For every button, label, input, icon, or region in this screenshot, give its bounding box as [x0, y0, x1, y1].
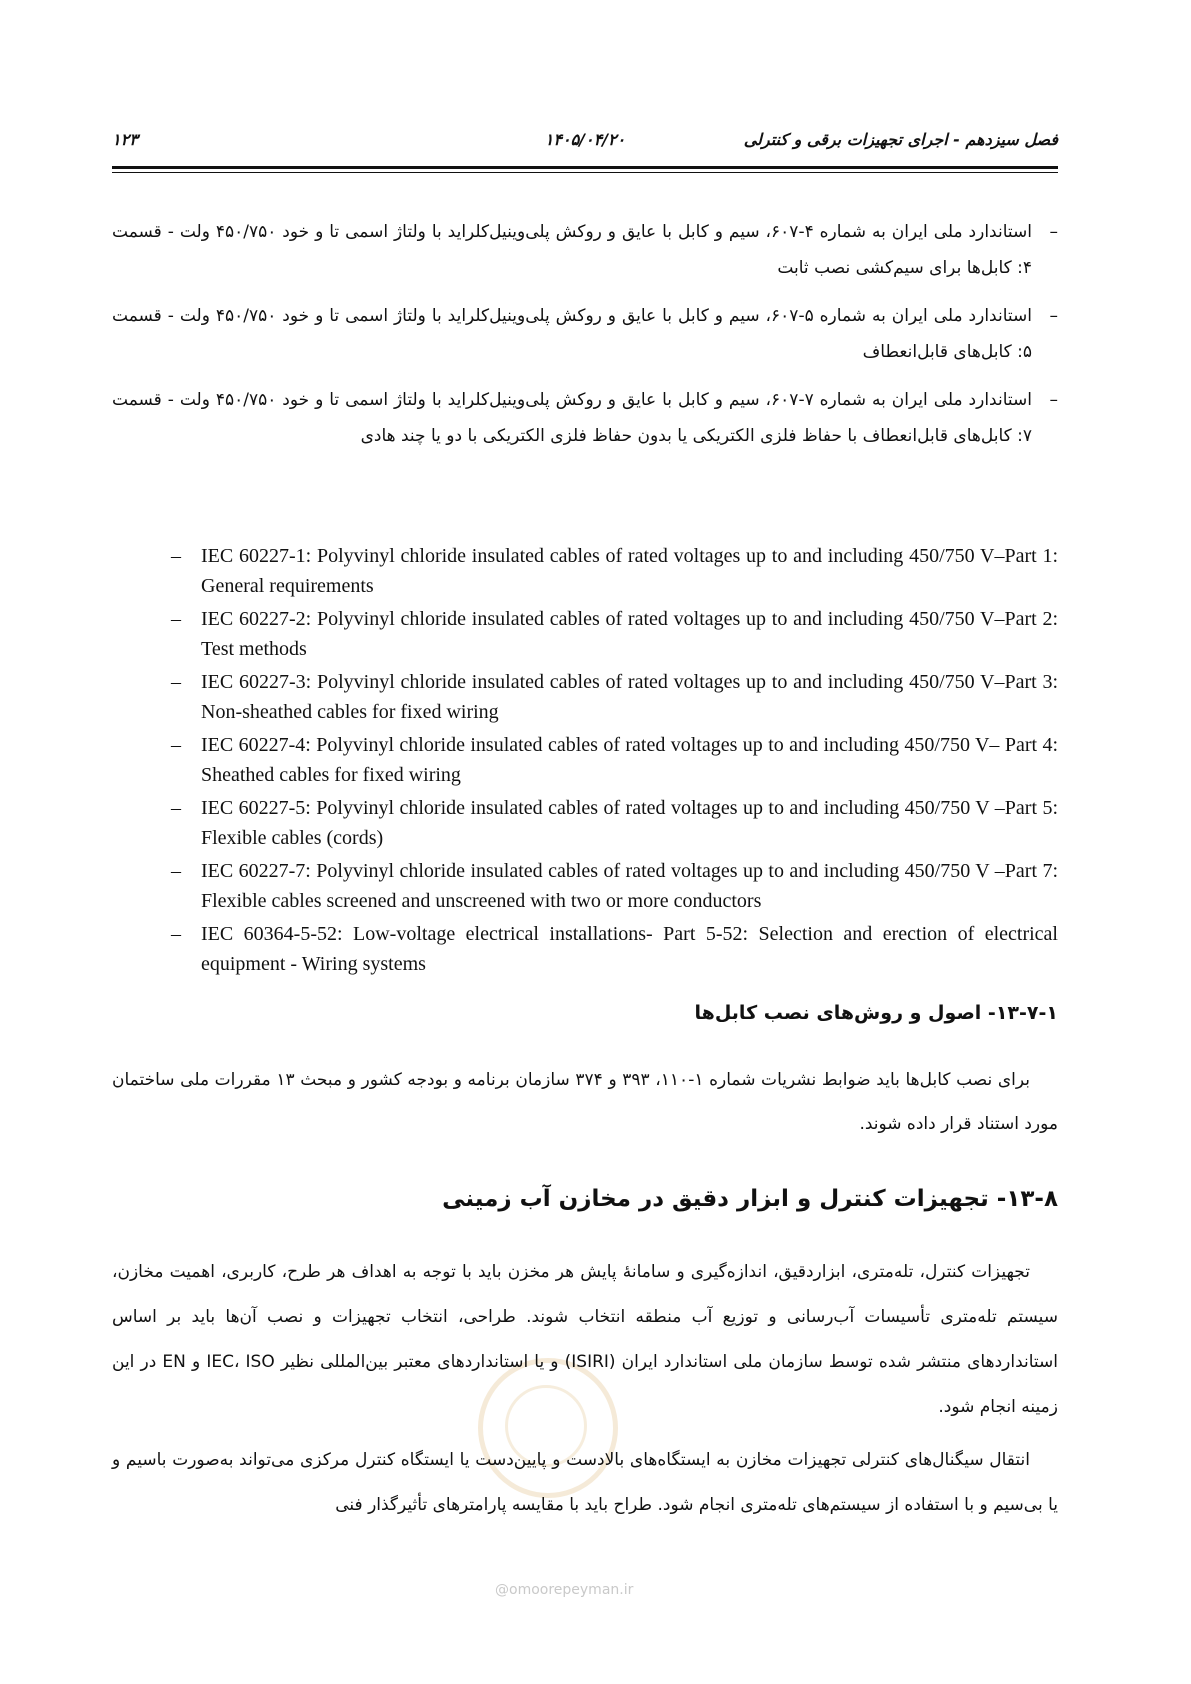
page-header	[112, 130, 1058, 160]
standard-text: استاندارد ملی ایران به شماره ۷-۶۰۷، سیم و کابل با عایق و روکش پلی‌وینیل‌کلراید با ولتاژ اسمی تا و خود ۴۵۰/۷۵۰ ولت - قسمت ۷: کابل‌های قابل‌انعطاف با حفاظ فلزی الکتریکی یا بدون حفاظ فلزی الکتریکی با دو یا چند هادی	[112, 390, 1032, 446]
list-dash: –	[171, 797, 181, 819]
list-item	[157, 667, 1058, 727]
list-item	[157, 730, 1058, 790]
list-item	[157, 541, 1058, 601]
standard-text: استاندارد ملی ایران به شماره ۵-۶۰۷، سیم و کابل با عایق و روکش پلی‌وینیل‌کلراید با ولتاژ اسمی تا و خود ۴۵۰/۷۵۰ ولت - قسمت ۵: کابل‌های قابل‌انعطاف	[112, 306, 1032, 362]
list-dash: –	[171, 671, 181, 693]
list-item	[112, 214, 1058, 286]
list-item	[157, 919, 1058, 979]
header-rule-thick	[112, 166, 1058, 169]
standard-text: IEC 60227-1: Polyvinyl chloride insulated cables of rated voltages up to and including 450/750 V–Part 1: General requirements	[201, 545, 1058, 597]
list-dash: –	[171, 734, 181, 756]
list-item	[157, 856, 1058, 916]
list-dash: –	[171, 545, 181, 567]
list-dash: –	[171, 923, 181, 945]
standard-text: IEC 60227-5: Polyvinyl chloride insulated cables of rated voltages up to and including 450/750 V –Part 5: Flexible cables (cords)	[201, 797, 1058, 849]
chapter-title: فصل سیزدهم - اجرای تجهیزات برقی و کنترلی	[743, 130, 1058, 149]
header-rule-thin	[112, 172, 1058, 173]
page-number: ۱۲۳	[112, 130, 138, 149]
subsection-paragraph: برای نصب کابل‌ها باید ضوابط نشریات شماره ۱-۱۱۰، ۳۹۳ و ۳۷۴ سازمان برنامه و بودجه کشور و مبحث ۱۳ مقررات ملی ساختمان مورد استناد قرار داده شوند.	[112, 1070, 1058, 1134]
list-dash: –	[171, 860, 181, 882]
list-item	[157, 604, 1058, 664]
standard-text: IEC 60227-3: Polyvinyl chloride insulated cables of rated voltages up to and including 450/750 V–Part 3: Non-sheathed cables for fixed wiring	[201, 671, 1058, 723]
standard-text: IEC 60227-4: Polyvinyl chloride insulated cables of rated voltages up to and including 450/750 V– Part 4: Sheathed cables for fixed wiring	[201, 734, 1058, 786]
section-heading: ۱۳-۸- تجهیزات کنترل و ابزار دقیق در مخازن آب زمینی	[442, 1186, 1058, 1212]
list-dash: –	[1049, 306, 1058, 326]
iec-standards-list	[157, 541, 1058, 982]
header-date: ۱۴۰۵/۰۴/۲۰	[544, 130, 626, 149]
subsection-heading: ۱۳-۷-۱- اصول و روش‌های نصب کابل‌ها	[694, 1002, 1058, 1024]
standard-text: IEC 60364-5-52: Low-voltage electrical installations- Part 5-52: Selection and erection of electrical equipment - Wiring systems	[201, 923, 1058, 975]
persian-standards-list	[112, 214, 1058, 466]
standard-text: استاندارد ملی ایران به شماره ۴-۶۰۷، سیم و کابل با عایق و روکش پلی‌وینیل‌کلراید با ولتاژ اسمی تا و خود ۴۵۰/۷۵۰ ولت - قسمت ۴: کابل‌ها برای سیم‌کشی نصب ثابت	[112, 222, 1032, 278]
watermark-site: @omoorepeyman.ir	[495, 1582, 634, 1598]
list-item	[112, 298, 1058, 370]
section-paragraph-2: انتقال سیگنال‌های کنترلی تجهیزات مخازن به ایستگاه‌های بالادست و پایین‌دست یا ایستگاه کنترل مرکزی می‌تواند به‌صورت باسیم و یا بی‌سیم و با استفاده از سیستم‌های تله‌متری انجام شود. طراح باید با مقایسه پارامترهای تأثیرگذار فنی	[112, 1450, 1058, 1515]
list-item	[112, 382, 1058, 454]
section-paragraph-1: تجهیزات کنترل، تله‌متری، ابزاردقیق، اندازه‌گیری و سامانهٔ پایش هر مخزن باید با توجه به اهداف هر طرح، کاربری، اهمیت مخازن، سیستم تله‌متری تأسیسات آب‌رسانی و توزیع آب منطقه انتخاب شوند. طراحی، انتخاب تجهیزات و نصب آن‌ها باید بر اساس استانداردهای منتشر شده توسط سازمان ملی استاندارد ایران (ISIRI) و یا استانداردهای معتبر بین‌المللی نظیر IEC، ISO و EN در این زمینه انجام شود.	[112, 1262, 1059, 1417]
standard-text: IEC 60227-2: Polyvinyl chloride insulated cables of rated voltages up to and including 450/750 V–Part 2: Test methods	[201, 608, 1058, 660]
standard-text: IEC 60227-7: Polyvinyl chloride insulated cables of rated voltages up to and including 450/750 V –Part 7: Flexible cables screened and unscreened with two or more conductors	[201, 860, 1058, 912]
list-item	[157, 793, 1058, 853]
list-dash: –	[1049, 390, 1058, 410]
list-dash: –	[1049, 222, 1058, 242]
list-dash: –	[171, 608, 181, 630]
